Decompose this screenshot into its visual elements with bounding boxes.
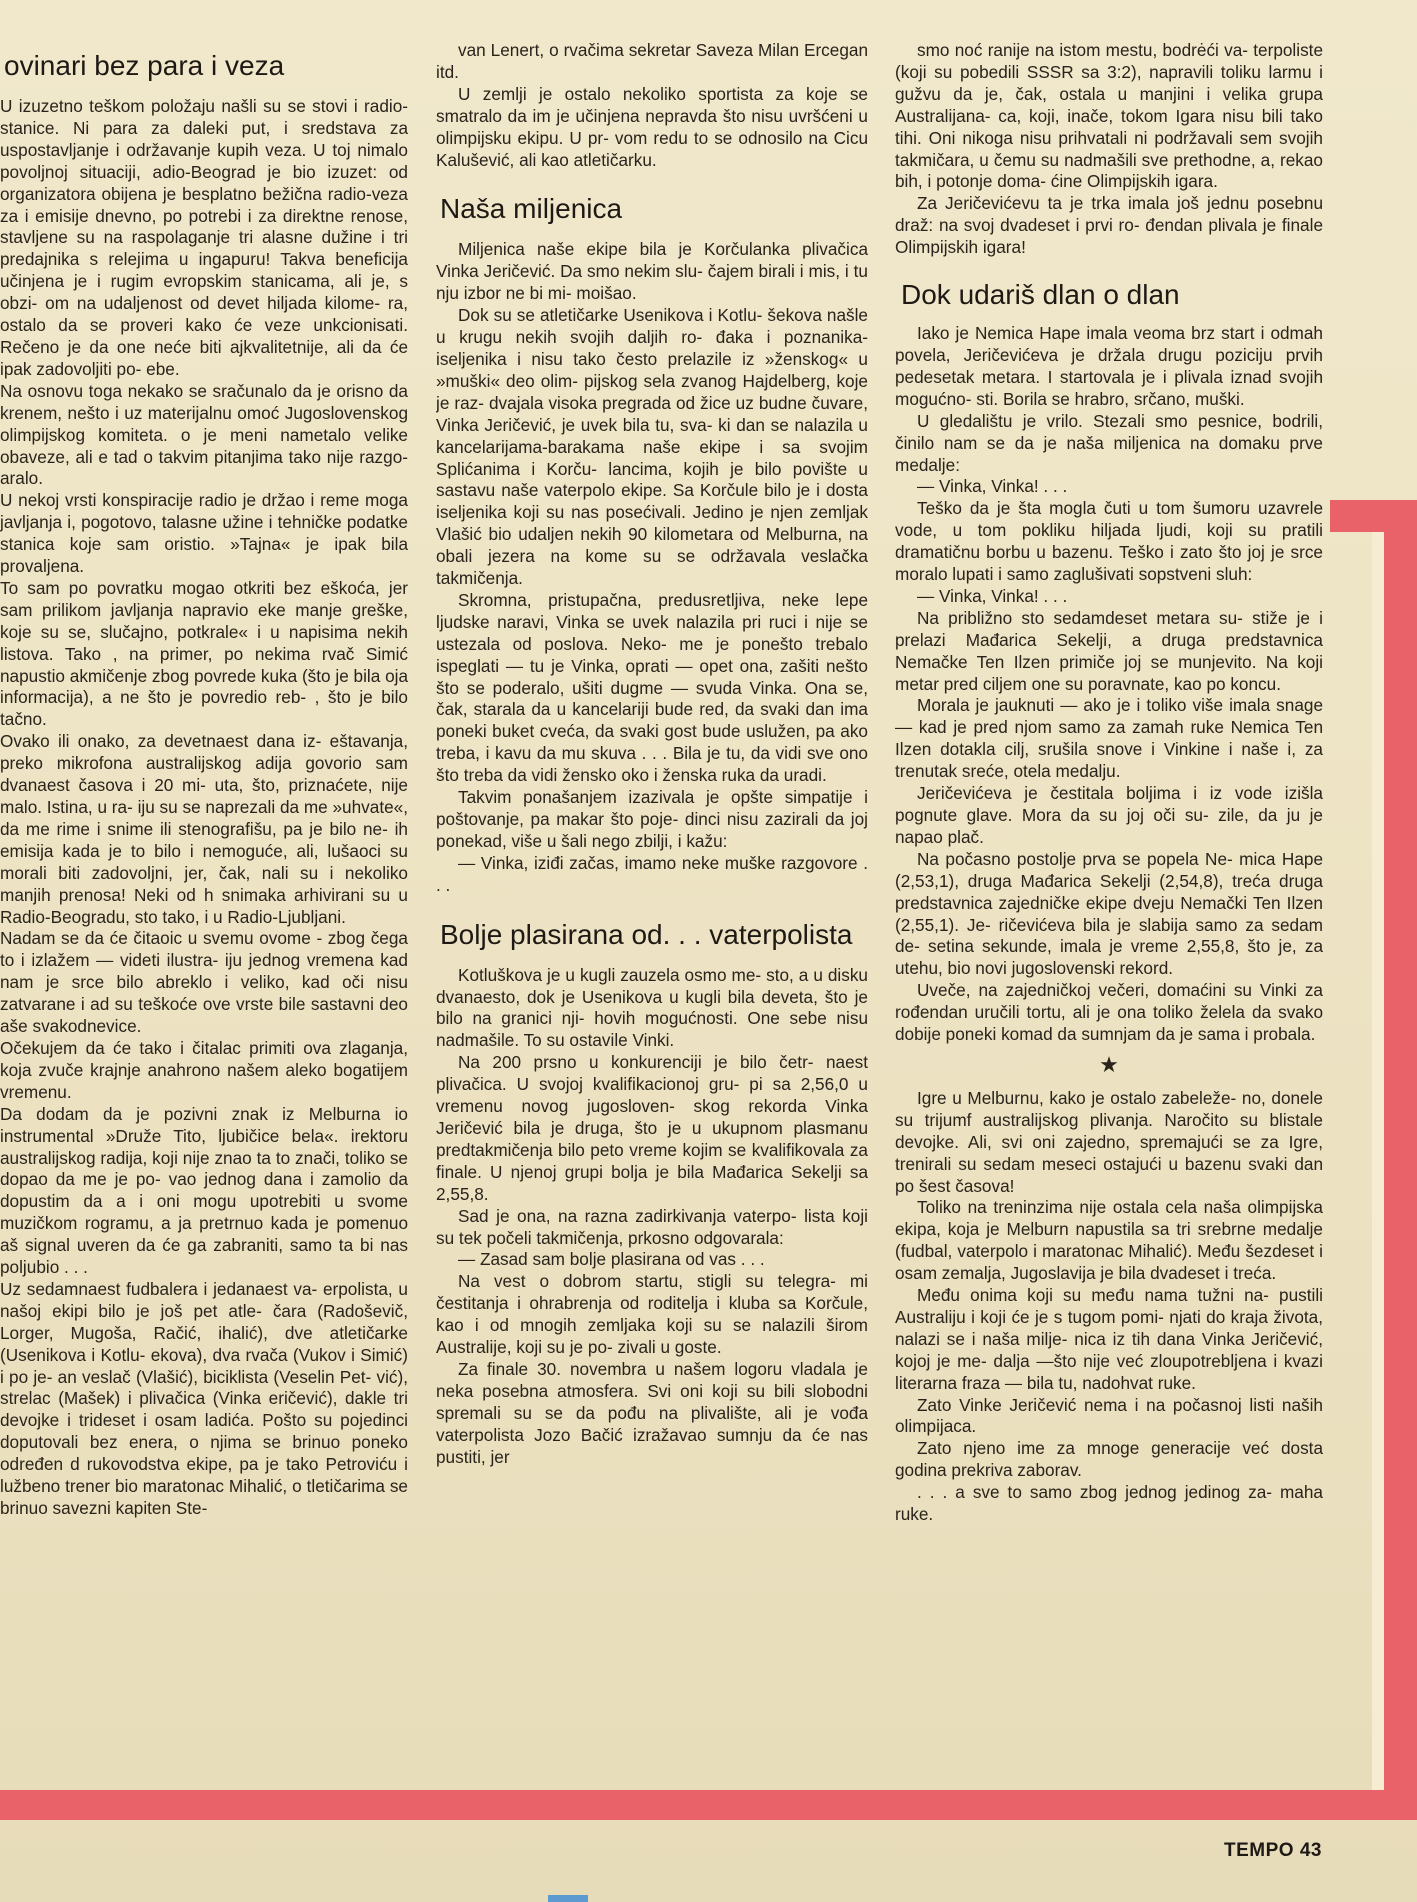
paragraph: U izuzetno teškom položaju našli su se stovi i radio-stanice. Ni para za daleki put, i sredstava za uspostavljanje i održavanje kupih veza. U toj nimalo povoljnoj situaciji, adio-Beograd je bio izuzet: od organizatora obijena je besplatno bežična radio-veza za i emisije dnevno, po potrebi i za direktne renose, stavljene su na raspolaganje tri alasne dužine i tri predajnika s relejima u ingapuru! Takva beneficija učinjena je i rugim evropskim stanicama, ali je, s obzi- om na udaljenost od devet hiljada kilome- ra, ostalo da se proveri kako će veze unkcionisati. Rečeno je da one neće biti ajkvalitetnije, ali da će ipak zadovoljiti po- ebe. [0,96,408,379]
paragraph: Uz sedamnaest fudbalera i jedanaest va- erpolista, u našoj ekipi bilo je još pet atle- čara (Radoševič, Lorger, Mugoša, Račić, ihalić), dve atletičarke (Usenikova i Kotlu- ekova), dva rvača (Vukov i Simić) i po je- an veslač (Vlašić), biciklista (Veselin Pet- vić), strelac (Mašek) i plivačica (Vinka eričević), dakle tri devojke i trideset i osam ladića. Pošto su pojedinci doputovali bez enera, o njima se brinuo poneko određen d rukovodstva ekipe, pa je tako Petroviću i lužbeno trener bio maratonac Mihalić, o tletičarima se brinuo savezni kapiten Ste- [0,1278,408,1518]
paragraph: U nekoj vrsti konspiracije radio je držao i reme moga javljanja i, pogotovo, talasne užine i tehničke podatke stanica koje sam oristio. »Tajna« je ipak bila provaljena. [0,490,408,577]
paragraph: Dok su se atletičarke Usenikova i Kotlu- šekova našle u krugu nekih svojih daljih ro- đaka i poznanika-iseljenika i nisu tako često prelazile iz »ženskog« u »muški« deo olim- pijskog sela zvanog Hajdelberg, koje je raz- dvajala visoka pregrada od žice uz budne čuvare, Vinka Jeričević, je uvek bila tu, sva- ki dan se nalazila u kancelarijama-barakama naše ekipe i sa svojim Splićanima i Korču- lancima, kojih je bilo povište u sastavu naše vaterpolo ekipe. Sa Korčule bilo je i dosta iseljenika koji su nas posećivali. Jedino je njen zemljak Vlašić bio udaljen nekih 90 kilometara od Melburna, na obali jezera na kome su se održavala veslačka takmičenja. [436,305,868,589]
paragraph: Morala je jauknuti — ako je i toliko više imala snage — kad je pred njom samo za zamah ruke Nemica Ten Ilzen dotakla cilj, srušila snove i Vinkine i naše i, za trenutak sreće, otela medalju. [895,695,1323,782]
paragraph: Kotluškova je u kugli zauzela osmo me- sto, a u disku dvanaesto, dok je Usenikova u kugli bila deveta, što je bilo na granici nji- hovih mogućnosti. One sebe nisu nadmašile. To su ostavile Vinki. [436,964,868,1051]
paragraph: Među onima koji su među nama tužni na- pustili Australiju i koji će je s tugom pomi- njati do kraja života, nalazi se i naša milje- nica iz tih dana Vinka Jeričević, kojoj je me- dalja —što nije već zloupotrebljena i kvazi literarna fraza — bila tu, nadohvat ruke. [895,1285,1323,1393]
paragraph: U zemlji je ostalo nekoliko sportista za koje se smatralo da im je učinjena nepravda što nisu uvršćeni u olimpijsku ekipu. U pr- vom redu to se odnosilo na Cicu Kalušević, ali kao atletičarku. [436,83,868,170]
frame-inner-gap [1372,532,1384,1790]
col3-section [895,323,1323,1046]
column-3 [895,40,1323,1630]
paragraph: — Vinka, iziđi začas, imamo neke muške razgovore . . . [436,852,868,895]
blue-edge-mark [548,1895,588,1902]
paragraph: Na počasno postolje prva se popela Ne- mica Hape (2,53,1), druga Mađarica Sekelji (2,54,8), treća druga predstavnica zajedničke ekipe dveju Nemački Ten Ilzen (2,55,1). Je- ričevićeva bila je slabija samo za sedam de- setina sekunde, imala je vreme 2,55,8, što je, za utehu, bio novi jugoslovenski rekord. [895,848,1323,979]
paragraph: Za Jeričevićevu ta je trka imala još jednu posebnu draž: na svoj dvadeset i prvi ro- đendan plivala je finale Olimpijskih igara! [895,193,1323,258]
paragraph: Jeričevićeva je čestitala boljima i iz vode izišla pognute glave. Mora da su joj oči su- zile, da ju je napao plač. [895,783,1323,847]
col2-section-1 [436,239,868,896]
paragraph: U gledalištu je vrilo. Stezali smo pesnice, bodrili, činilo nam se da je naša miljenica na domaku prve medalje: [895,410,1323,475]
paragraph: Sad je ona, na razna zadirkivanja vaterpo- lista koji su tek počeli takmičenja, prkosno odgovarala: [436,1205,868,1248]
paragraph: Na osnovu toga nekako se sračunalo da je orisno da krenem, nešto i uz materijalnu omoć Jugoslovenskog olimpijskog komiteta. o je meni nametalo velike obaveze, ali e tad o takvim pitanjima tako nije razgo- aralo. [0,380,408,489]
page-footer-label: TEMPO 43 [1224,1840,1322,1861]
paragraph: Iako je Nemica Hape imala veoma brz start i odmah povela, Jeričevićeva je držala drugu poziciju prvih pedesetak metara. I startovala je i plivala iznad svojih mogućno- sti. Borila se hrabro, srčano, muški. [895,323,1323,409]
paragraph: Na vest o dobrom startu, stigli su telegra- mi čestitanja i ohrabrenja od roditelja i kluba sa Korčule, kao i od mnogih zemljaka koji su se nalazili širom Australije, koji su je po- zivali u goste. [436,1271,868,1358]
paragraph: Takvim ponašanjem izazivala je opšte simpatije i poštovanje, pa makar što poje- dinci nisu zazirali da joj ponekad, više u šali nego zbilji, i kažu: [436,787,868,851]
col3-closing [895,1088,1323,1526]
col2-intro [436,40,868,171]
paragraph: van Lenert, o rvačima sekretar Saveza Milan Ercegan itd. [436,40,868,82]
paragraph: Skromna, pristupačna, predusretljiva, neke lepe ljudske naravi, Vinka se uvek nalazila pri ruci i nije se ustezala od poslova. Neko- me je ponešto trebalo ispeglati — tu je Vinka, oprati — opet ona, zašiti nešto što se poderalo, ušiti dugme — svuda Vinka. Ona se, čak, starala da u kancelariji bude red, da svaki dan ima poneki buket cveća, da svaki gost bude uslužen, pa ako treba, i kavu da mu skuva . . . Bila je tu, da vidi sve ono što treba da vidi žensko oko i ženska ruka da uradi. [436,589,868,786]
heading-nasa-miljenica: Naša miljenica [440,193,623,225]
star-separator-icon: ★ [1099,1051,1119,1077]
paragraph: Igre u Melburnu, kako je ostalo zabeleže- no, donele su trijumf australijskog plivanja. Naročito su blistale devojke. Ali, svi oni zajedno, spremajući se za Igre, trenirali su sedam meseci ostajući u bazenu svaki dan po šest časova! [895,1087,1323,1196]
paragraph: Na približno sto sedamdeset metara su- stiže je i prelazi Mađarica Sekelji, a druga predstavnica Nemačke Ten Ilzen primiče joj se munjevito. Na koji metar pred ciljem one su poravnate, kao po koncu. [895,607,1323,694]
paragraph: Toliko na treninzima nije ostala cela naša olimpijska ekipa, koja je Melburn napustila sa tri srebrne medalje (fudbal, vaterpolo i maratonac Mihalić). Među šezdeset i osam zemalja, Jugoslavija je bila dvadeset i treća. [895,1197,1323,1284]
column-2 [436,40,868,1760]
paragraph: Zato njeno ime za mnoge generacije već dosta godina prekriva zaborav. [895,1438,1323,1481]
paragraph: — Zasad sam bolje plasirana od vas . . . [458,1249,765,1270]
heading-bolje-plasirana: Bolje plasirana od. . . vaterpolista [440,918,853,950]
paragraph: Zato Vinke Jeričević nema i na počasnoj listi naših olimpijaca. [895,1394,1323,1437]
paragraph: — Vinka, Vinka! . . . [917,476,1068,497]
paragraph: Očekujem da će tako i čitalac primiti ova zlaganja, koja zvuče krajnje anahrono našem aleko bogatijem vremenu. [0,1037,408,1102]
column-1 [0,40,408,1800]
red-frame-right [1384,500,1417,1800]
paragraph: Nadam se da će čitaoic u svemu ovome - zbog čega to i izlažem — videti ilustra- iju jednog vremena kad nam je srce bilo abreklo i veliko, kad oči nisu zatvarane i ad su teškoće ove vrste bile sastavni deo aše svakodnevice. [0,928,408,1037]
paragraph: Teško da je šta mogla čuti u tom šumoru uzavrele vode, u tom pokliku hiljada ljudi, koji su pratili dramatičnu borbu u bazenu. Teško i zato što joj je srce moralo lupati i samo zaglušivati sopstveni sluh: [895,498,1323,585]
heading-novinari: ovinari bez para i veza [4,50,285,81]
paragraph: . . . a sve to samo zbog jednog jedinog za- maha ruke. [895,1482,1323,1525]
col2-section-2 [436,965,868,1469]
paragraph: Miljenica naše ekipe bila je Korčulanka plivačica Vinka Jeričević. Da smo nekim slu- čajem birali i mis, i tu nju izbor ne bi mi- moišao. [436,239,868,304]
paragraph: Da dodam da je pozivni znak iz Melburna io instrumental »Druže Tito, ljubičice bela«. irektoru australijskog radija, koji nije znao ta to znači, toliko se dopao da me je po- vao jednog dana i zamolio da dopustim da a i oni mogu upotrebiti u svome muzičkom rogramu, a ja pretrnuo kada je pomenuo aš signal uveren da će ga zabraniti, samo ta bi nas poljubio . . . [0,1103,408,1278]
paragraph: To sam po povratku mogao otkriti bez eškoća, jer sam prilikom javljanja napravio eke manje greške, koje su se, slučajno, potkrale« i u napisima nekih listova. Tako , na primer, po nekima rvač Simić napustio akmičenje zbog povrede kuka (što je bila oja informacija), a ne što je povredio reb- , što je bilo tačno. [0,577,408,730]
paragraph: Za finale 30. novembra u našem logoru vladala je neka posebna atmosfera. Svi oni koji su bili slobodni spremali su se da pođu na plivalište, ali je vođa vaterpolista Jozo Bačić izražavao sumnju da će nas pustiti, jer [436,1358,868,1467]
heading-dok-udaris: Dok udariš dlan o dlan [901,279,1180,311]
paragraph: Na 200 prsno u konkurenciji je bilo četr- naest plivačica. U svojoj kvalifikacionoj gru- pi sa 2,56,0 u vremenu novog jugosloven- skog rekorda Vinka Jeričević bila je druga, što je u ukupnom plasmanu predtakmičenja bilo peto vreme kojim se kvalifikovala za finale. U njenoj grupi bolja je bila Mađarica Sekelji sa 2,55,8. [436,1052,868,1204]
paragraph: — Vinka, Vinka! . . . [917,585,1068,606]
paragraph: Ovako ili onako, za devetnaest dana iz- eštavanja, preko mikrofona australijskog adija govorio sam dvanaest časova i 20 mi- uta, što, priznaćete, nije malo. Istina, u ra- iju su se naprezali da me »uhvate«, da me rime i snime ili stenografišu, pa je bilo ne- ih emisija kada je to bilo i nemoguće, ali, lušaoci su morali biti zadovoljni, jer, čak, nali su i nekoliko manjih prenosa! Neki od h snimaka arhivirani su u Radio-Beogradu, sto tako, i u Radio-Ljubljani. [0,731,408,927]
paragraph: Uveče, na zajedničkoj večeri, domaćini su Vinki za rođendan uručili tortu, ali je ona toliko želela da svako dobije poneki komad da sumnjam da je sama i probala. [895,980,1323,1045]
col1-body [0,96,408,1520]
paragraph: smo noć ranije na istom mestu, bodrėći va- terpoliste (koji su pobedili SSSR sa 3:2), napravili toliku larmu i gužvu da je, čak, ostala u manjini i velika grupa Australijana- ca, koji, inače, tokom Igara nisu bili tako tihi. Oni nikoga nisu prihvatali ni podržavali sem svojih takmičara, u čemu su nadmašili sve prethodne, a, rekao bih, i potonje doma- ćine Olimpijskih igara. [895,40,1323,192]
col3-intro [895,40,1323,259]
